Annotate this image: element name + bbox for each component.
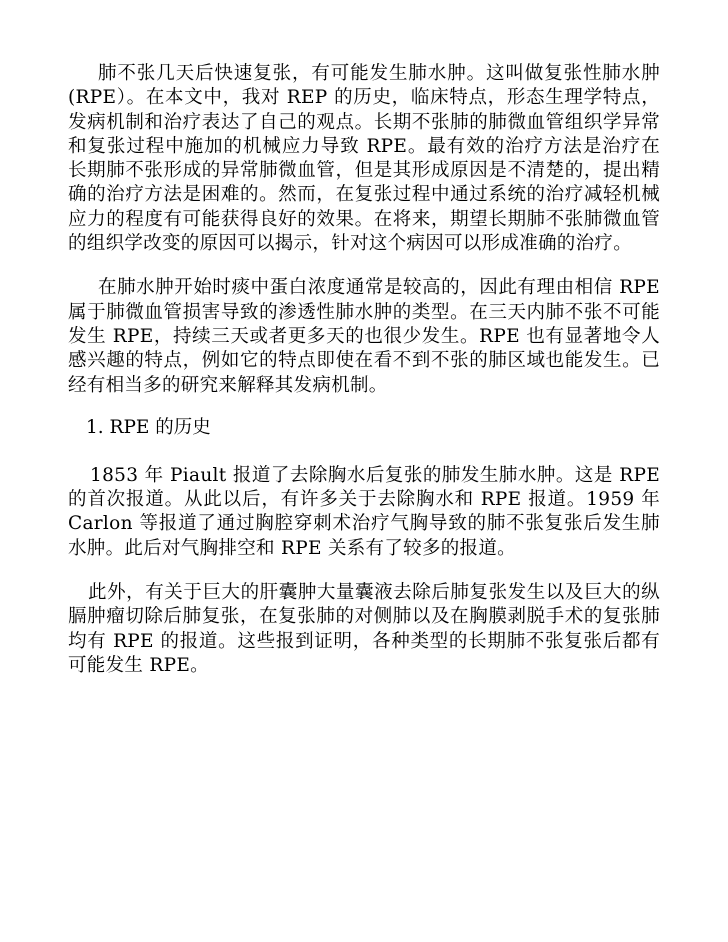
history-paragraph: 1853 年 Piault 报道了去除胸水后复张的肺发生肺水肿。这是 RPE 的首次报道。从此以后，有许多关于去除胸水和 RPE 报道。1959 年 Carlon 等报道了通过胸腔穿刺术治疗气胸导致的肺不张复张后发生肺水肿。此后对气胸排空和 RPE 关系有了较多的报道。 bbox=[68, 464, 660, 559]
document-body bbox=[68, 62, 660, 678]
pathology-paragraph: 在肺水肿开始时痰中蛋白浓度通常是较高的，因此有理由相信 RPE 属于肺微血管损害导致的渗透性肺水肿的类型。在三天内肺不张不可能发生 RPE，持续三天或者更多天的也很少发生。RPE 也有显著地令人感兴趣的特点，例如它的特点即使在看不到不张的肺区域也能发生。已经有相当多的研究来解释其发病机制。 bbox=[68, 277, 660, 396]
section-heading: 1. RPE 的历史 bbox=[86, 416, 211, 438]
reports-paragraph: 此外，有关于巨大的肝囊肿大量囊液去除后肺复张发生以及巨大的纵膈肿瘤切除后肺复张，在复张肺的对侧肺以及在胸膜剥脱手术的复张肺均有 RPE 的报道。这些报到证明，各种类型的长期肺不张复张后都有可能发生 RPE。 bbox=[68, 582, 660, 676]
intro-paragraph: 肺不张几天后快速复张，有可能发生肺水肿。这叫做复张性肺水肿(RPE）。在本文中，我对 REP 的历史，临床特点，形态生理学特点，发病机制和治疗表达了自己的观点。长期不张肺的肺微血管组织学异常和复张过程中施加的机械应力导致 RPE。最有效的治疗方法是治疗在长期肺不张形成的异常肺微血管，但是其形成原因是不清楚的，提出精确的治疗方法是困难的。然而，在复张过程中通过系统的治疗减轻机械应力的程度有可能获得良好的效果。在将来，期望长期肺不张肺微血管的组织学改变的原因可以揭示，针对这个病因可以形成准确的治疗。 bbox=[68, 63, 660, 255]
